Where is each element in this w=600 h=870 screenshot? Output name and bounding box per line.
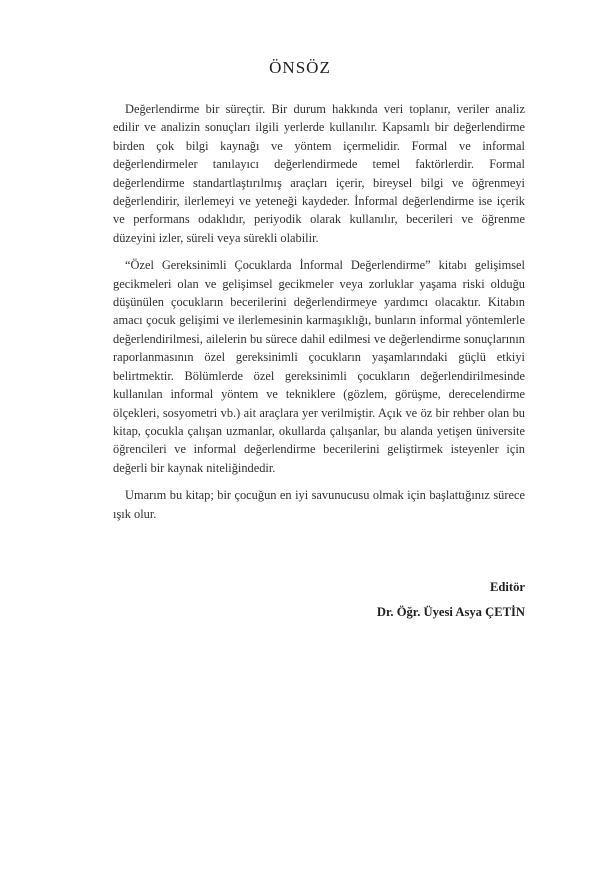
signature-name: Dr. Öğr. Üyesi Asya ÇETİN [376, 605, 525, 619]
signature-role: Editör [490, 580, 525, 594]
page-title: ÖNSÖZ [269, 58, 331, 77]
paragraph-2: “Özel Gereksinimli Çocuklarda İnformal Değerlendirme” kitabı gelişimsel gecikmeleri olan ve gelişimsel gecikmeler veya zorluklar yaşama riski olduğu düşünülen çocukların becerilerini değerlendirmeye yardımcı olacaktır. Kitabın amacı çocuk gelişimi ve ilerlemesinin karmaşıklığı, bunların informal yöntemlerle değerlendirilmesi, ailelerin bu sürece dahil edilmesi ve değerlendirme sonuçlarının raporlanmasının özel gereksinimli çocukların yaşamlarındaki güçlü etkiyi belirtmektir. Bölümlerde özel gereksinimli çocukların değerlendirilmesinde kullanılan informal yöntem ve tekniklere (gözlem, görüşme, derecelendirme ölçekleri, sosyometri vb.) ait araçlara yer verilmiştir. Açık ve öz bir rehber olan bu kitap, çocukla çalışan uzmanlar, okullarda çalışanlar, bu alanda yetişen üniversite öğrencileri ve informal değerlendirme becerilerini geliştirmek isteyenler için değerli bir kaynak niteliğindedir. [113, 258, 525, 475]
paragraph-1: Değerlendirme bir süreçtir. Bir durum hakkında veri toplanır, veriler analiz edilir ve analizin sonuçları ilgili yerlerde kullanılır. Kapsamlı bir değerlendirme birden çok bilgi kaynağı ve yöntem içermelidir. Formal ve informal değerlendirmeler tanılayıcı değerlendirmede temel faktörlerdir. Formal değerlendirme standartlaştırılmış araçları içerir, bireysel bilgi ve öğrenmeyi değerlendirir, ilerlemeyi ve yeteneği kaydeder. İnformal değerlendirme ise içerik ve performans odaklıdır, periyodik olarak kullanılır, becerileri ve öğrenme düzeyini izler, süreli veya sürekli olabilir. [113, 102, 525, 245]
preface-body [113, 100, 525, 532]
paragraph-3: Umarım bu kitap; bir çocuğun en iyi savunucusu olmak için başlattığınız sürece ışık olur. [113, 488, 525, 521]
